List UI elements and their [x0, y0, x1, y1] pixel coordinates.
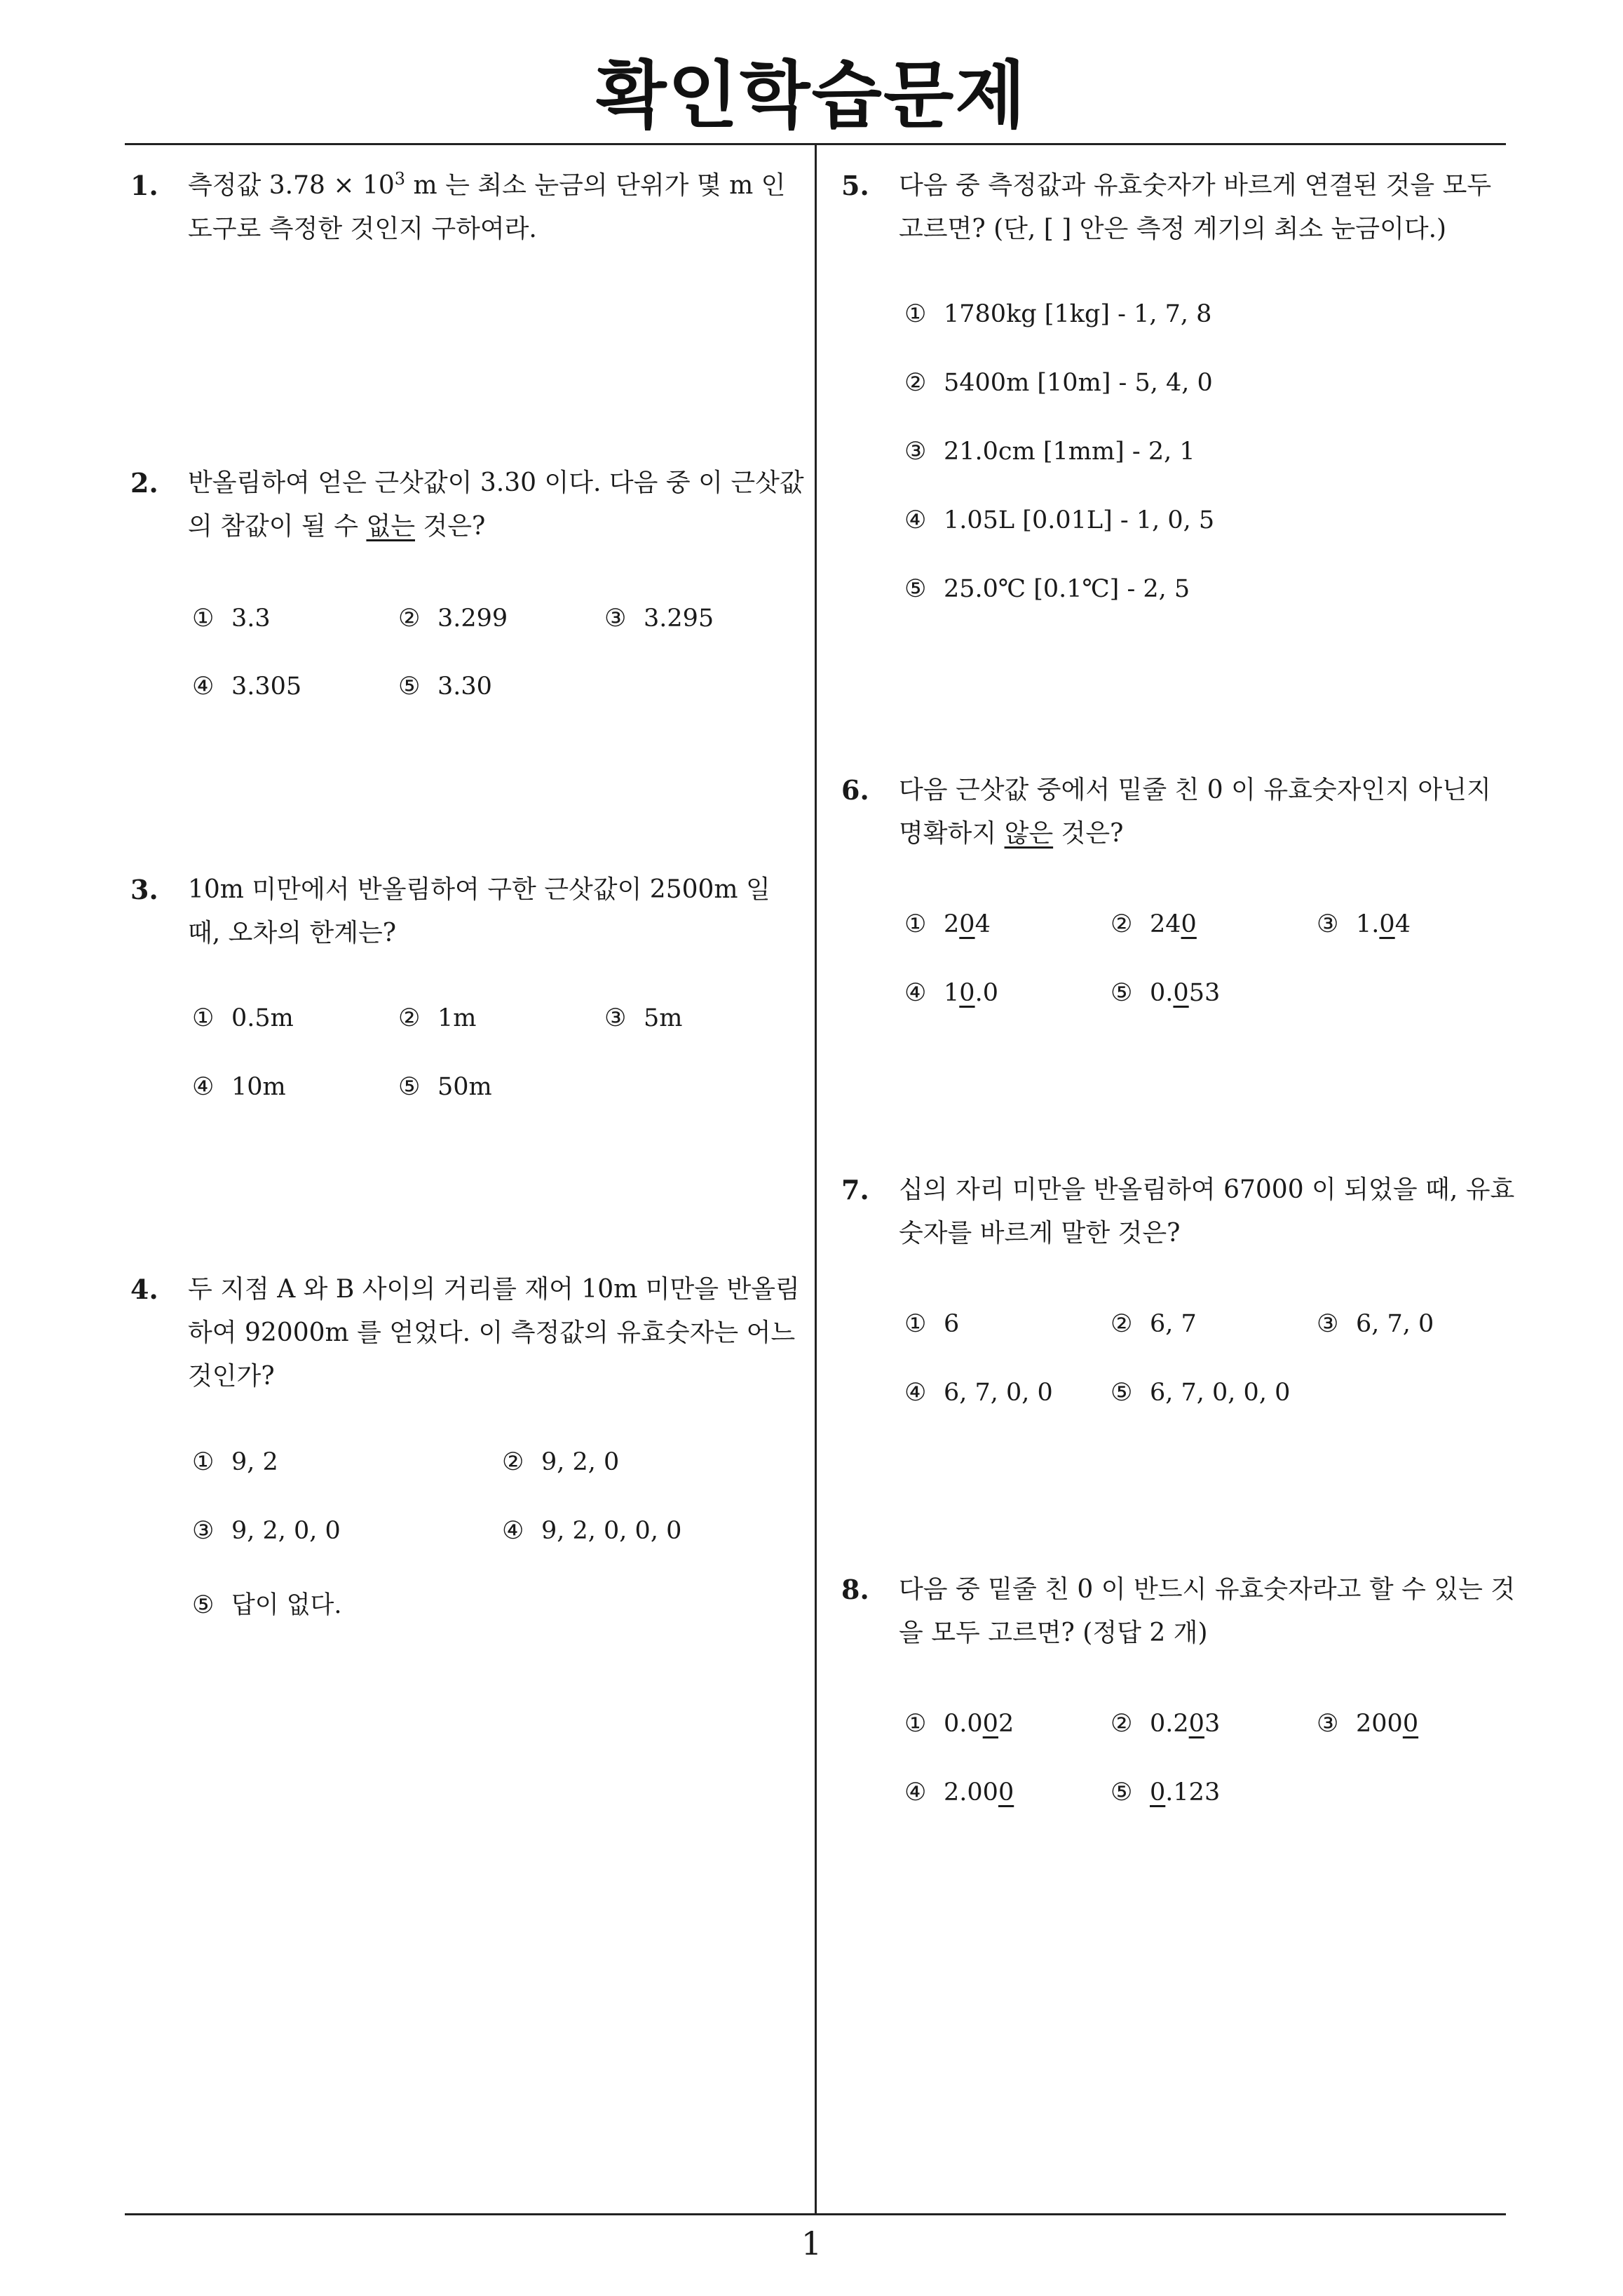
problem-1 [130, 164, 805, 251]
problem-text: 반올림하여 얻은 근삿값이 3.30 이다. 다음 중 이 근삿값의 참값이 될 수 없는 것은? [188, 468, 804, 541]
choice-8-5[interactable]: ⑤ 0.123 [1111, 1778, 1221, 1807]
problem-3 [130, 868, 805, 955]
choice-7-3[interactable]: ③ 6, 7, 0 [1317, 1310, 1434, 1338]
choice-4-1[interactable]: ① 9, 2 [192, 1448, 278, 1476]
choice-4-3[interactable]: ③ 9, 2, 0, 0 [192, 1517, 341, 1545]
choice-8-4[interactable]: ④ 2.000 [904, 1778, 1014, 1807]
problem-number: 2. [130, 467, 158, 499]
choice-2-3[interactable]: ③ 3.295 [604, 605, 714, 633]
problem-2 [130, 461, 805, 548]
problem-5 [841, 164, 1516, 251]
choice-7-1[interactable]: ① 6 [904, 1310, 960, 1338]
choice-8-1[interactable]: ① 0.002 [904, 1710, 1014, 1738]
choice-7-2[interactable]: ② 6, 7 [1111, 1310, 1197, 1338]
choice-5-3[interactable]: ③ 21.0cm [1mm] - 2, 1 [904, 438, 1195, 466]
problem-text: 측정값 $3.78 \times 10^3$ m 는 최소 눈금의 단위가 몇 m 인 도구로 측정한 것인지 구하여라. [188, 169, 786, 243]
choice-5-2[interactable]: ② 5400m [10m] - 5, 4, 0 [904, 369, 1213, 397]
problem-number: 1. [130, 170, 158, 201]
problem-text: 십의 자리 미만을 반올림하여 67000 이 되었을 때, 유효숫자를 바르게 말한 것은? [899, 1175, 1515, 1248]
choice-3-5[interactable]: ⑤ 50m [398, 1073, 492, 1101]
choice-2-2[interactable]: ② 3.299 [398, 605, 508, 633]
choice-7-5[interactable]: ⑤ 6, 7, 0, 0, 0 [1111, 1379, 1291, 1407]
problem-number: 7. [841, 1174, 869, 1206]
choice-6-3[interactable]: ③ 1.04 [1317, 910, 1411, 938]
problem-4 [130, 1268, 805, 1398]
problem-number: 5. [841, 170, 869, 201]
choice-4-2[interactable]: ② 9, 2, 0 [502, 1448, 620, 1476]
problem-7 [841, 1168, 1516, 1255]
choice-7-4[interactable]: ④ 6, 7, 0, 0 [904, 1379, 1053, 1407]
choice-2-1[interactable]: ① 3.3 [192, 605, 271, 633]
problem-number: 6. [841, 774, 869, 806]
choice-8-3[interactable]: ③ 2000 [1317, 1710, 1419, 1738]
problem-number: 3. [130, 874, 158, 905]
problem-number: 4. [130, 1274, 158, 1305]
choice-3-1[interactable]: ① 0.5m [192, 1004, 294, 1032]
choice-2-4[interactable]: ④ 3.305 [192, 673, 302, 701]
problem-text: 10m 미만에서 반올림하여 구한 근삿값이 2500m 일 때, 오차의 한계는? [188, 875, 770, 947]
choice-3-3[interactable]: ③ 5m [604, 1004, 683, 1032]
problem-text: 다음 중 측정값과 유효숫자가 바르게 연결된 것을 모두 고르면? (단, [ ] 안은 측정 계기의 최소 눈금이다.) [899, 171, 1492, 243]
page-title: 확인학습문제 [596, 53, 1027, 138]
choice-2-5[interactable]: ⑤ 3.30 [398, 673, 492, 701]
choice-6-1[interactable]: ① 204 [904, 910, 991, 938]
problem-8 [841, 1568, 1516, 1655]
choice-3-4[interactable]: ④ 10m [192, 1073, 286, 1101]
choice-5-4[interactable]: ④ 1.05L [0.01L] - 1, 0, 5 [904, 506, 1215, 534]
choice-6-5[interactable]: ⑤ 0.053 [1111, 979, 1221, 1007]
choice-5-1[interactable]: ① 1780kg [1kg] - 1, 7, 8 [904, 300, 1212, 328]
column-divider [815, 143, 817, 2215]
choice-4-4[interactable]: ④ 9, 2, 0, 0, 0 [502, 1517, 682, 1545]
problem-number: 8. [841, 1574, 869, 1605]
choice-8-2[interactable]: ② 0.203 [1111, 1710, 1221, 1738]
choice-5-5[interactable]: ⑤ 25.0℃ [0.1℃] - 2, 5 [904, 575, 1190, 603]
page-number: 1 [801, 2224, 822, 2262]
problem-6 [841, 769, 1516, 856]
problem-text: 두 지점 A 와 B 사이의 거리를 재어 10m 미만을 반올림하여 92000m 를 얻었다. 이 측정값의 유효숫자는 어느 것인가? [188, 1275, 800, 1391]
footer-rule [125, 2213, 1506, 2215]
choice-6-4[interactable]: ④ 10.0 [904, 979, 998, 1007]
choice-3-2[interactable]: ② 1m [398, 1004, 477, 1032]
choice-6-2[interactable]: ② 240 [1111, 910, 1197, 938]
problem-text: 다음 근삿값 중에서 밑줄 친 0 이 유효숫자인지 아닌지 명확하지 않은 것은? [899, 776, 1491, 848]
problem-text: 다음 중 밑줄 친 0 이 반드시 유효숫자라고 할 수 있는 것을 모두 고르면? (정답 2 개) [899, 1575, 1516, 1647]
choice-4-5[interactable]: ⑤ 답이 없다. [192, 1591, 342, 1619]
